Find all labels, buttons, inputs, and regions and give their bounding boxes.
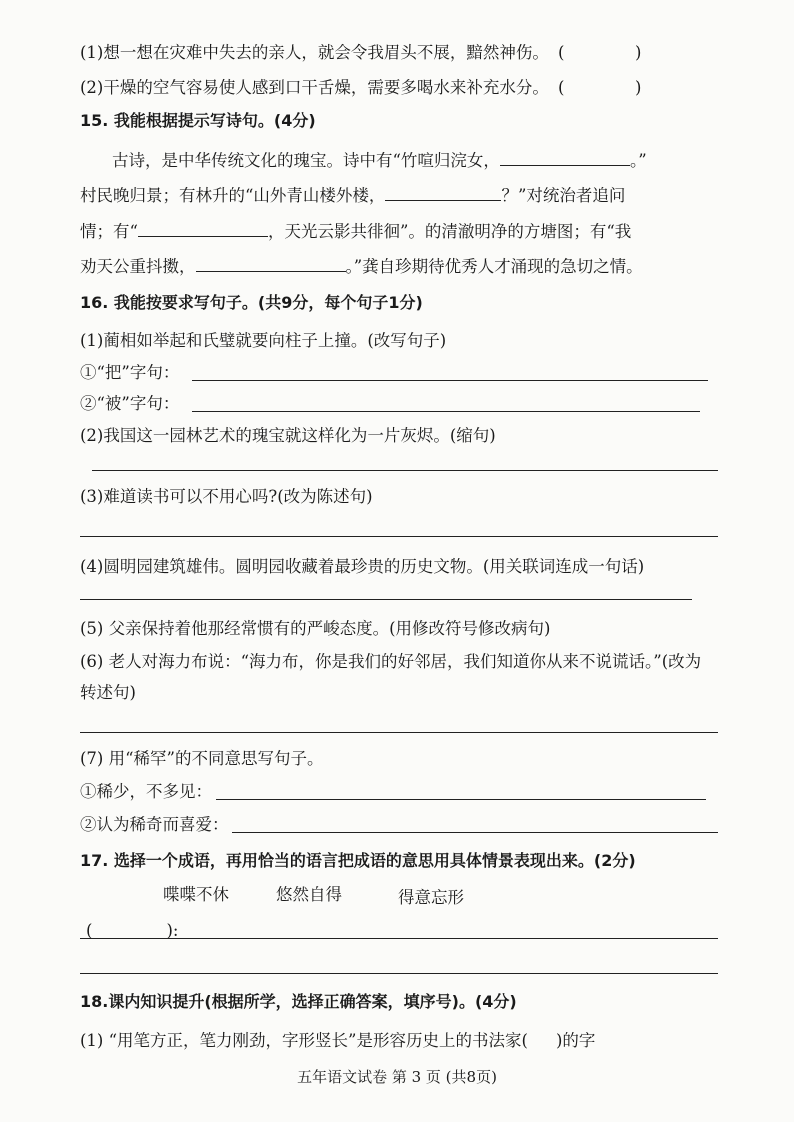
q17-answer-line-1[interactable]: [80, 938, 718, 939]
q15-blank-3[interactable]: [138, 220, 268, 237]
q16-s6b: 转述句): [80, 683, 136, 702]
q16-s2: (2)我国这一园林艺术的瑰宝就这样化为一片灰烬。(缩句): [80, 426, 496, 445]
q15-line-3: [80, 220, 631, 243]
q15-l2a: 村民晚归景；有林升的“山外青山楼外楼，: [80, 186, 386, 205]
q17-answer-line-2[interactable]: [80, 973, 718, 974]
q15-l3a: 情；有“: [80, 222, 138, 241]
q17-idiom-1[interactable]: 喋喋不休: [163, 885, 229, 904]
q15-l2b: ？”对统治者追问: [501, 186, 626, 205]
q16-s7b-answer-line[interactable]: [232, 832, 718, 833]
q16-s7a-answer-line[interactable]: [216, 799, 706, 800]
q16-s4-answer-line[interactable]: [80, 599, 692, 600]
q17-title: 17. 选择一个成语，再用恰当的语言把成语的意思用具体情景表现出来。(2分): [80, 851, 636, 870]
q16-s3: (3)难道读书可以不用心吗?(改为陈述句): [80, 487, 373, 506]
q16-s7: (7) 用“稀罕”的不同意思写句子。: [80, 749, 324, 768]
q16-s7a: ①稀少，不多见：: [80, 782, 212, 801]
q17-idiom-3[interactable]: 得意忘形: [398, 888, 464, 907]
paren-open: (: [558, 78, 565, 97]
paren-close: ): [634, 43, 642, 62]
q16-s4: (4)圆明园建筑雄伟。圆明园收藏着最珍贵的历史文物。(用关联词连成一句话): [80, 557, 645, 576]
q15-blank-2[interactable]: [385, 184, 501, 201]
q16-s7b: ②认为稀奇而喜爱：: [80, 815, 229, 834]
q16-s1b-answer-line[interactable]: [192, 411, 700, 412]
paren-open: (: [86, 921, 93, 940]
q15-l4a: 劝天公重抖擞，: [80, 257, 196, 276]
q16-s5: (5) 父亲保持着他那经常惯有的严峻态度。(用修改符号修改病句): [80, 619, 551, 638]
q16-s6-answer-line[interactable]: [80, 732, 718, 733]
q18-s1a: (1) “用笔方正，笔力刚劲，字形竖长”是形容历史上的书法家(: [80, 1031, 528, 1050]
q16-title: 16. 我能按要求写句子。(共9分，每个句子1分): [80, 293, 423, 312]
q15-l4b: 。”龚自珍期待优秀人才涌现的急切之情。: [345, 257, 643, 276]
q18-s1: [80, 1030, 595, 1052]
paren-close: ): [634, 78, 642, 97]
q15-title: 15. 我能根据提示写诗句。(4分): [80, 111, 316, 130]
q16-s1b: ②“被”字句：: [80, 394, 180, 413]
q15-l1a: 古诗，是中华传统文化的瑰宝。诗中有“竹喧归浣女，: [112, 151, 500, 170]
q18-s1b: )的字: [555, 1031, 596, 1050]
q15-l3b: ，天光云影共徘徊”。的清澈明净的方塘图；有“我: [267, 222, 632, 241]
q15-blank-4[interactable]: [196, 255, 346, 272]
q15-line-2: [80, 184, 625, 207]
q16-s6a: (6) 老人对海力布说：“海力布，你是我们的好邻居，我们知道你从来不说谎话。”(改为: [80, 652, 702, 671]
q13-item-1: [80, 42, 549, 64]
q13-item-1-text: (1)想一想在灾难中失去的亲人，就会令我眉头不展，黯然神伤。: [80, 43, 549, 62]
q13-item-2-text: (2)干燥的空气容易使人感到口干舌燥，需要多喝水来补充水分。: [80, 78, 549, 97]
q15-blank-1[interactable]: [500, 149, 630, 166]
q16-s1: (1)蔺相如举起和氏璧就要向柱子上撞。(改写句子): [80, 331, 447, 350]
q15-line-1: [112, 149, 647, 172]
q13-item-2-paren[interactable]: [558, 77, 641, 99]
q16-s3-answer-line[interactable]: [80, 536, 718, 537]
q16-s2-answer-line[interactable]: [92, 470, 718, 471]
q16-s1a-answer-line[interactable]: [192, 380, 708, 381]
q15-line-4: [80, 255, 643, 278]
paren-close: ):: [166, 921, 179, 940]
q13-item-1-paren[interactable]: [558, 42, 641, 64]
q18-title: 18.课内知识提升(根据所学，选择正确答案，填序号)。(4分): [80, 992, 517, 1011]
q13-item-2: [80, 77, 549, 99]
q15-l1b: 。”: [629, 151, 647, 170]
page-footer: 五年语文试卷 第 3 页 (共8页): [297, 1068, 497, 1086]
q17-idiom-2[interactable]: 悠然自得: [276, 885, 342, 904]
q16-s1a: ①“把”字句：: [80, 363, 180, 382]
paren-open: (: [558, 43, 565, 62]
